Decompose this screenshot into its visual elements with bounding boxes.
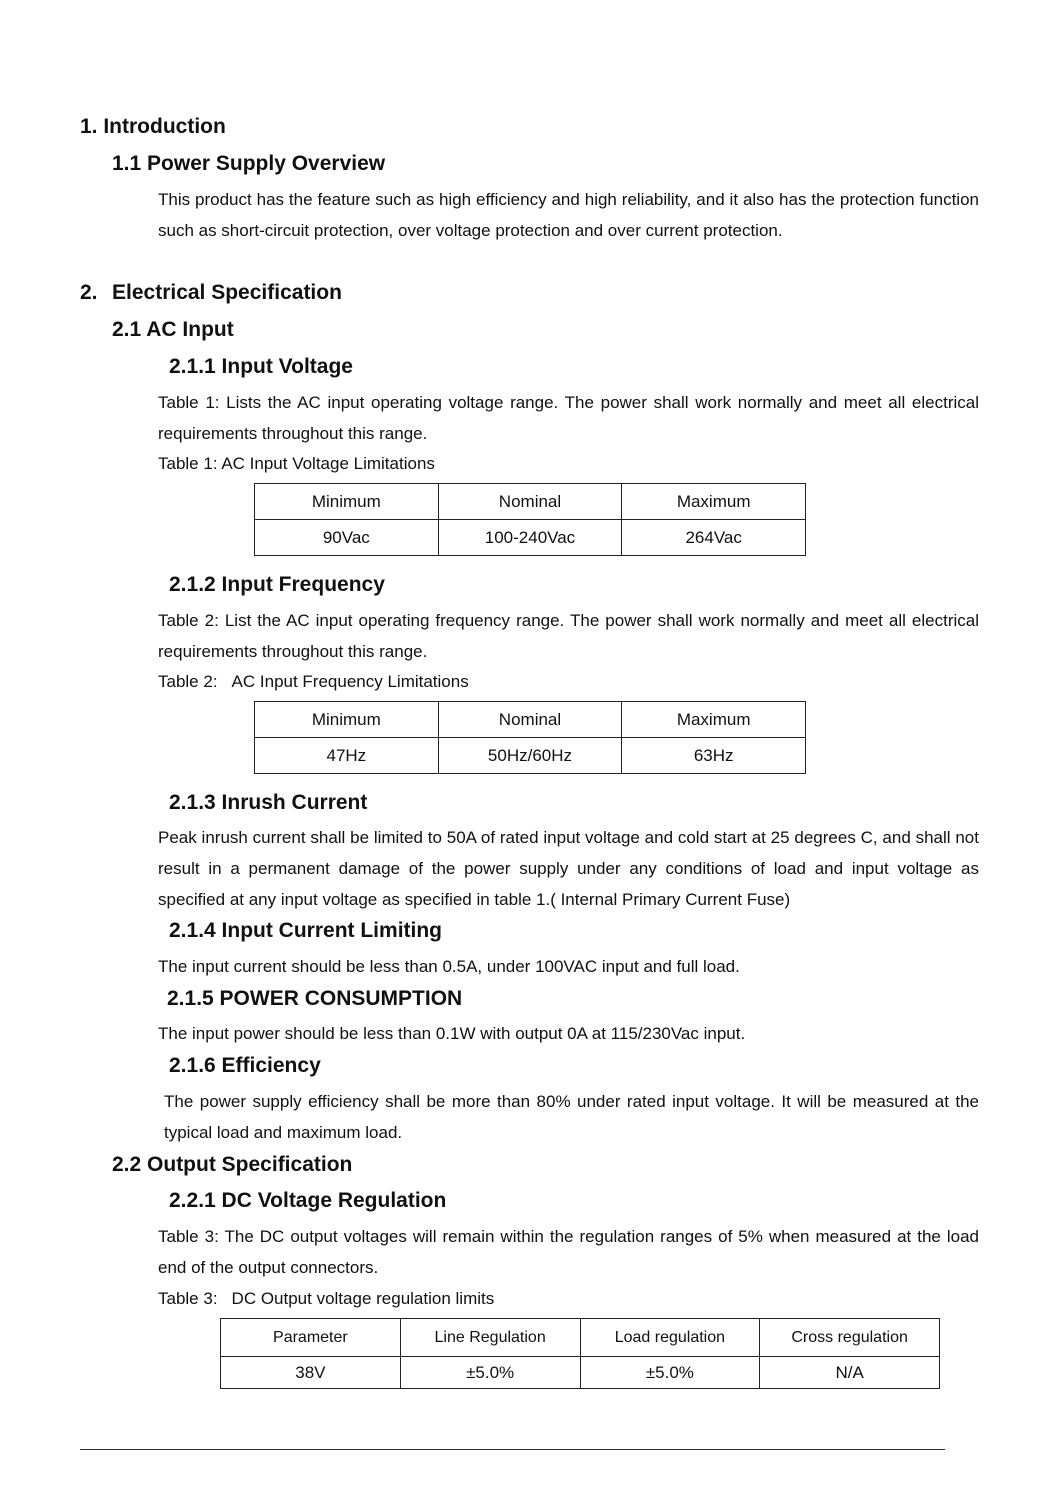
header-cell-maximum: Maximum	[622, 702, 806, 738]
table-row	[221, 1357, 940, 1389]
paragraph-efficiency: The power supply efficiency shall be more than 80% under rated input voltage. It will be measured at the typical load and maximum load.	[164, 1092, 979, 1142]
table-dc-output-regulation	[220, 1318, 940, 1389]
header-cell-minimum: Minimum	[255, 484, 439, 520]
heading-input-current-limiting: 2.1.4 Input Current Limiting	[169, 919, 443, 942]
header-cell-line-regulation: Line Regulation	[400, 1319, 580, 1357]
caption-label: Table 3:	[158, 1289, 218, 1308]
value-cell-nominal: 50Hz/60Hz	[438, 738, 622, 774]
heading-efficiency: 2.1.6 Efficiency	[169, 1054, 321, 1077]
table-row	[255, 520, 806, 556]
table-header-row	[255, 484, 806, 520]
heading-inrush-current: 2.1.3 Inrush Current	[169, 791, 368, 814]
paragraph-inrush-current: Peak inrush current shall be limited to 50A of rated input voltage and cold start at 25 degrees C, and shall not result in a permanent damage of the power supply under any conditions of load and input voltage as specified at any input voltage as specified in table 1.( Internal Primary Current Fuse)	[158, 828, 979, 909]
table-header-row	[221, 1319, 940, 1357]
value-cell-minimum: 47Hz	[255, 738, 439, 774]
value-cell-minimum: 90Vac	[255, 520, 439, 556]
value-cell-nominal: 100-240Vac	[438, 520, 622, 556]
caption-table-1: Table 1: AC Input Voltage Limitations	[158, 454, 435, 473]
footer-divider	[80, 1449, 945, 1450]
subsection-heading-output-specification: 2.2 Output Specification	[112, 1153, 353, 1176]
value-cell-parameter: 38V	[221, 1357, 401, 1389]
table-row	[255, 738, 806, 774]
heading-input-frequency: 2.1.2 Input Frequency	[169, 573, 385, 596]
header-cell-nominal: Nominal	[438, 484, 622, 520]
paragraph-input-frequency: Table 2: List the AC input operating frequency range. The power shall work normally and meet all electrical requirements throughout this range.	[158, 611, 979, 661]
caption-text: DC Output voltage regulation limits	[231, 1289, 495, 1308]
caption-label: Table 2:	[158, 672, 218, 691]
caption-text: AC Input Frequency Limitations	[231, 672, 469, 691]
value-cell-cross-regulation: N/A	[760, 1357, 940, 1389]
header-cell-maximum: Maximum	[622, 484, 806, 520]
section-number-2: 2.	[80, 281, 98, 304]
caption-table-2	[158, 672, 469, 692]
table-ac-input-frequency	[254, 701, 806, 774]
paragraph-dc-voltage-regulation: Table 3: The DC output voltages will remain within the regulation ranges of 5% when measured at the load end of the output connectors.	[158, 1227, 979, 1277]
table-ac-input-voltage	[254, 483, 806, 556]
header-cell-load-regulation: Load regulation	[580, 1319, 760, 1357]
section-heading-electrical-specification: Electrical Specification	[112, 281, 342, 304]
header-cell-nominal: Nominal	[438, 702, 622, 738]
paragraph-input-current-limiting: The input current should be less than 0.5A, under 100VAC input and full load.	[158, 957, 740, 976]
value-cell-load-regulation: ±5.0%	[580, 1357, 760, 1389]
caption-table-3	[158, 1289, 494, 1309]
heading-input-voltage: 2.1.1 Input Voltage	[169, 355, 353, 378]
heading-dc-voltage-regulation: 2.2.1 DC Voltage Regulation	[169, 1189, 447, 1212]
paragraph-power-consumption: The input power should be less than 0.1W with output 0A at 115/230Vac input.	[158, 1024, 746, 1043]
value-cell-maximum: 63Hz	[622, 738, 806, 774]
subsection-heading-power-supply-overview: 1.1 Power Supply Overview	[112, 152, 386, 175]
subsection-heading-ac-input: 2.1 AC Input	[112, 318, 234, 341]
paragraph-overview: This product has the feature such as high efficiency and high reliability, and it also has the protection function such as short-circuit protection, over voltage protection and over current protection.	[158, 190, 979, 240]
value-cell-maximum: 264Vac	[622, 520, 806, 556]
header-cell-parameter: Parameter	[221, 1319, 401, 1357]
header-cell-cross-regulation: Cross regulation	[760, 1319, 940, 1357]
paragraph-input-voltage: Table 1: Lists the AC input operating voltage range. The power shall work normally and meet all electrical requirements throughout this range.	[158, 393, 979, 443]
value-cell-line-regulation: ±5.0%	[400, 1357, 580, 1389]
heading-power-consumption: 2.1.5 POWER CONSUMPTION	[167, 987, 463, 1010]
header-cell-minimum: Minimum	[255, 702, 439, 738]
section-heading-introduction: 1. Introduction	[80, 115, 226, 138]
table-header-row	[255, 702, 806, 738]
